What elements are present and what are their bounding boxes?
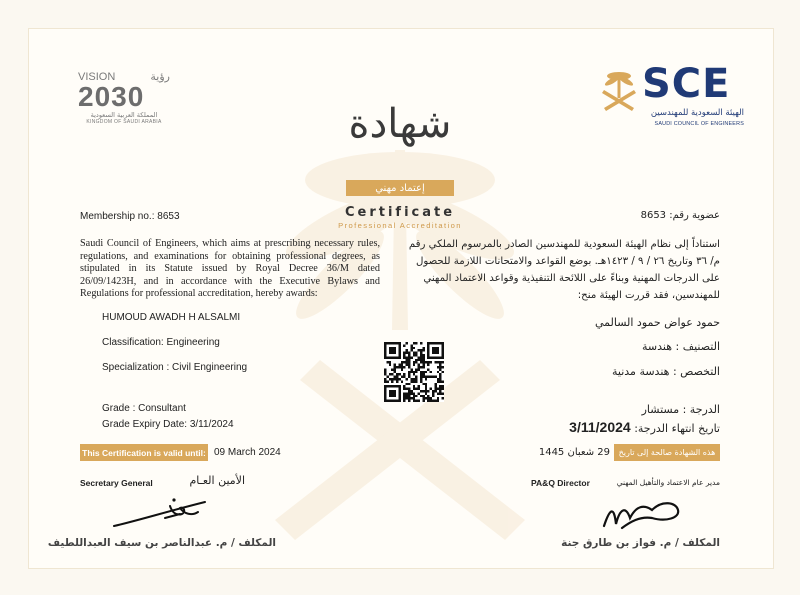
holder-name-en: HUMOUD AWADH H ALSALMI: [102, 312, 241, 323]
right-title-en: PA&Q Director: [531, 478, 590, 488]
left-title-en: Secretary General: [80, 478, 153, 488]
holder-name-ar: حمود عواض حمود السالمي: [594, 316, 720, 329]
expiry-ar-value: 3/11/2024: [569, 419, 631, 435]
left-name-ar: المكلف / م. عبدالناصر بن سيف العبداللطيف: [47, 537, 276, 549]
expiry-ar: [520, 419, 720, 435]
vision-kingdom-ar: المملكة العربية السعودية: [90, 111, 158, 119]
vision-2030-logo: [78, 70, 170, 130]
grade-en: Grade : Consultant: [102, 403, 186, 414]
right-signature: [596, 488, 686, 533]
vision-label: VISION: [78, 70, 116, 83]
validity-en-badge: This Certification is valid until:: [80, 444, 208, 461]
validity-en-date: 09 March 2024: [214, 447, 281, 458]
validity-ar-date: 29 شعبان 1445: [538, 447, 610, 458]
sce-name-ar: الهيئة السعودية للمهندسين: [650, 108, 744, 118]
right-title-ar: مدير عام الاعتماد والتأهيل المهني: [616, 478, 720, 487]
left-signature: [110, 492, 210, 532]
vision-year: 2030: [78, 81, 145, 112]
palm-swords-icon: [600, 68, 638, 112]
intro-ar: استناداً إلى نظام الهيئة السعودية للمهندسين الصادر بالمرسوم الملكي رقم م/ ٣٦ وتاريخ ٢٦ / ٩ / ١٤٢٣هـ. بوضع القواعد والامتحانات اللازمة للحصول على الدرجات المهنية وبناءً على اللائحة التنفيذية وقواعد الاعتماد المهني للمهندسين، فقد قررت الهيئة منح:: [408, 239, 720, 301]
intro-en: Saudi Council of Engineers, which aims at prescribing necessary rules, regulations, and examinations for obtaining professional degrees, as stipulated in its Statute issued by Royal Decree 36/M dated 26/09/1423H, and in accordance with the Executive Bylaws and Regulations for professional accreditation, hereby awards:: [80, 238, 380, 299]
sce-wordmark: SCE: [642, 61, 731, 107]
sce-name-en: SAUDI COUNCIL OF ENGINEERS: [654, 121, 744, 127]
expiry-ar-label: تاريخ انتهاء الدرجة:: [634, 422, 720, 435]
vision-arabic: رؤية: [150, 70, 170, 83]
classification-ar: التصنيف : هندسة: [642, 340, 720, 353]
grade-ar: الدرجة : مستشار: [641, 403, 720, 416]
title-arabic: شهادة: [348, 101, 452, 147]
membership-ar: عضوية رقم: 8653: [640, 210, 720, 221]
title-english: Certificate: [344, 205, 456, 220]
specialization-en: Specialization : Civil Engineering: [102, 362, 248, 373]
classification-en: Classification: Engineering: [102, 337, 220, 348]
right-name-ar: المكلف / م. فواز بن طارق جنة: [561, 537, 720, 549]
qr-code: [384, 342, 444, 402]
title-badge: إعتماد مهني: [346, 180, 454, 196]
title-subtitle: Professional Accreditation: [338, 221, 462, 230]
expiry-en: Grade Expiry Date: 3/11/2024: [102, 419, 234, 430]
membership-en: Membership no.: 8653: [80, 211, 180, 222]
left-title-ar: الأمين العـام: [189, 474, 245, 487]
validity-ar-badge: هذه الشهادة صالحة إلى تاريخ: [614, 444, 720, 461]
vision-kingdom-en: KINGDOM OF SAUDI ARABIA: [86, 119, 162, 125]
sce-logo: [600, 61, 750, 134]
specialization-ar: التخصص : هندسة مدنية: [612, 365, 720, 378]
